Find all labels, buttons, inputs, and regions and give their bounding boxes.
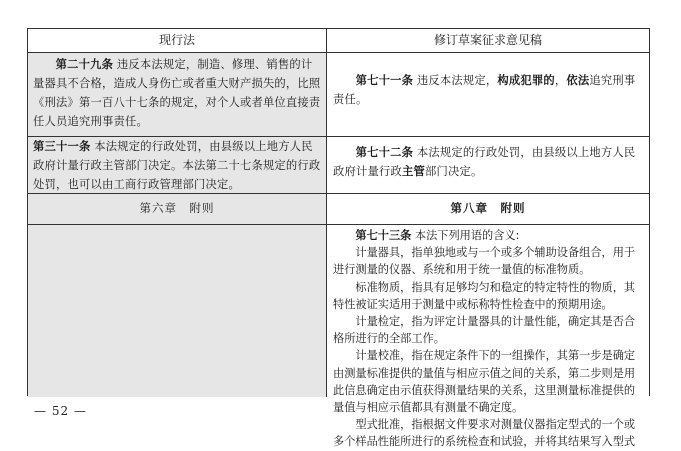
definition-item: 计量校准，指在规定条件下的一组操作，其第一步是确定由测量标准提供的量值与相应示值之间的关系，第二步则是用此信息确定由示值获得测量结果的关系，这里测量标准提供的量值与相应示值都具有测量不确定度。	[333, 349, 636, 415]
article-72-body-a: 本法规定的行政处罚，由县级以上地方人民政府计量行政	[333, 146, 636, 178]
article-71-bold-b: 依法	[566, 74, 590, 87]
article-71-cell	[327, 53, 649, 136]
chapter-row	[28, 194, 649, 225]
article-72-bold-a: 主管	[401, 165, 425, 178]
table-header-row	[28, 29, 649, 53]
header-draft-revision: 修订草案征求意见稿	[433, 33, 542, 47]
article-71-text	[333, 71, 643, 109]
article-73-intro-text: 本法下列用语的含义:	[414, 229, 520, 242]
article-29-cell	[28, 53, 327, 136]
article-71-body-b: ，	[554, 74, 567, 87]
table-row	[28, 53, 649, 137]
article-71-number: 第七十一条	[355, 74, 414, 87]
article-29-text	[33, 55, 321, 131]
chapter-8-heading: 第八章 附则	[450, 201, 526, 215]
article-71-bold-a: 构成犯罪的	[497, 74, 555, 87]
article-29-number: 第二十九条	[55, 58, 114, 71]
definition-item: 计量检定，指为评定计量器具的计量性能，确定其是否合格所进行的全部工作。	[333, 315, 636, 346]
table-row	[28, 137, 649, 194]
article-31-cell	[28, 137, 327, 193]
article-31-number: 第三十一条	[33, 140, 91, 153]
article-31-text	[33, 137, 321, 194]
article-71-body-c: 追究刑事责任。	[333, 74, 636, 106]
chapter-6-heading: 第六章 附则	[28, 194, 327, 224]
definition-item: 计量器具，指单独地或与一个或多个辅助设备组合，用于进行测量的仪器、系统和用于统一量值的标准物质。	[333, 246, 636, 277]
article-72-number: 第七十二条	[355, 146, 414, 159]
header-current-law: 现行法	[28, 29, 327, 52]
definition-item: 标准物质，指具有足够均匀和稳定的特定特性的物质，其特性被证实适用于测量中或标称特性检查中的预期用途。	[333, 280, 636, 311]
article-73-number: 第七十三条	[355, 229, 412, 242]
article-72-text	[333, 143, 643, 181]
definition-item: 型式批准，指根据文件要求对测量仪器指定型式的一个或多个样品性能所进行的系统检查和试验，并将其结果写入型式	[333, 418, 636, 449]
page-number: — 52 —	[34, 404, 87, 418]
article-73-cell	[327, 225, 649, 449]
article-29-body: 违反本法规定，制造、修理、销售的计量器具不合格，造成人身伤亡或者重大财产损失的，比照《刑法》第一百八十七条的规定，对个人或者单位直接责任人员追究刑事责任。	[33, 58, 321, 128]
empty-left-cell	[28, 225, 327, 397]
article-72-body-b: 部门决定。	[424, 165, 483, 178]
article-31-body: 本法规定的行政处罚，由县级以上地方人民政府计量行政主管部门决定。本法第二十七条规定的行政处罚，也可以由工商行政管理部门决定。	[33, 140, 321, 191]
article-72-cell	[327, 137, 649, 193]
article-71-body-a: 违反本法规定，	[416, 74, 498, 87]
article-73-intro	[327, 227, 649, 244]
